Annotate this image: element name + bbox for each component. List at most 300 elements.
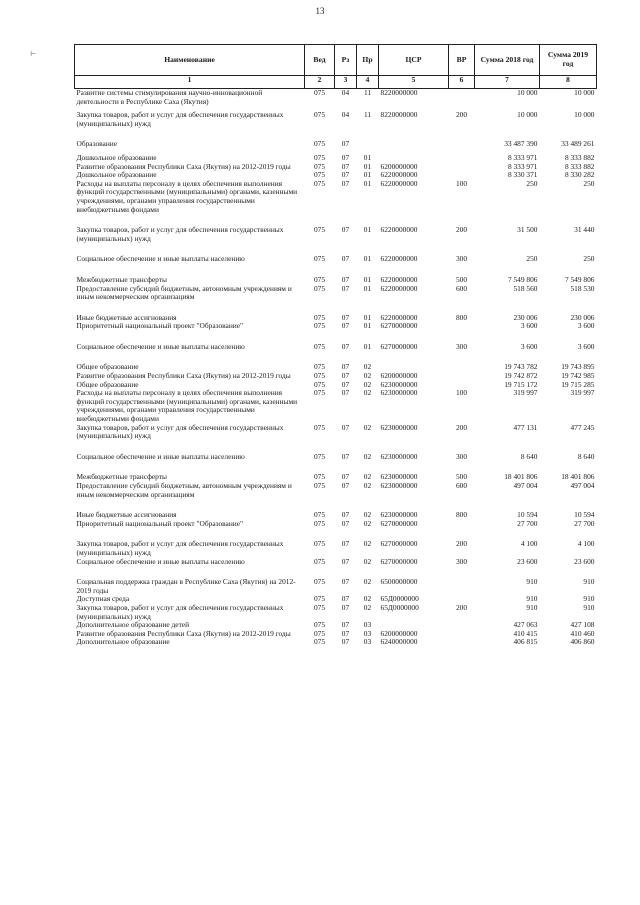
row-sum-2019: 19 715 285 [561,380,595,389]
row-name: Закупка товаров, работ и услуг для обеспечения государственных (муниципальных) нужд [76,423,284,441]
row-sum-2019: 10 000 [574,88,595,97]
row-spacer-cell [75,331,597,343]
row-sum-2018: 250 [526,179,538,188]
row-spacer-cell [75,128,597,140]
row-vr [449,595,475,604]
row-csr: 6220000000 [380,179,418,188]
row-vr [449,140,475,149]
row-csr [379,154,449,163]
row-pr: 03 [363,638,372,647]
row-name: Доступная среда [76,595,130,604]
row-rz: 07 [341,511,350,520]
budget-table [74,44,597,647]
row-pr: 02 [363,578,372,587]
row-spacer [75,243,597,255]
header-vr: ВР [449,45,475,76]
row-pr: 02 [363,423,372,432]
row-sum-2018: 8 330 371 [507,171,538,180]
row-ved: 075 [313,389,326,398]
row-sum-2019: 8 333 882 [564,153,595,162]
table-row [75,473,597,482]
row-vr: 500 [455,275,468,284]
row-sum-2019: 3 600 [577,342,595,351]
table-row [75,163,597,172]
row-pr: 01 [363,162,372,171]
row-pr: 02 [363,473,372,482]
row-name: Развитие системы стимулирования научно-инновационной деятельности в Республике Саха (Якутия) [76,88,263,106]
row-pr: 01 [363,255,372,264]
row-name: Социальное обеспечение и иные выплаты населению [76,342,245,351]
row-spacer [75,214,597,226]
row-csr: 6230000000 [380,423,418,432]
row-sum-2019: 910 [583,595,595,604]
row-vr: 600 [455,284,468,293]
table-row [75,578,597,595]
row-pr: 02 [363,372,372,381]
row-sum-2018: 33 487 390 [504,140,538,149]
row-ved: 075 [313,153,326,162]
row-pr: 03 [363,629,372,638]
row-sum-2019: 33 489 261 [561,140,595,149]
row-csr: 6200000000 [380,629,418,638]
row-ved: 075 [313,557,326,566]
table-row [75,372,597,381]
row-ved: 075 [313,171,326,180]
table-row [75,363,597,372]
table-row [75,255,597,264]
row-csr: 6270000000 [380,557,418,566]
row-ved: 075 [313,452,326,461]
column-number: 8 [540,76,597,89]
row-pr: 02 [363,519,372,528]
row-csr: 6230000000 [380,380,418,389]
row-sum-2018: 3 600 [520,342,538,351]
row-rz: 07 [341,557,350,566]
row-pr: 02 [363,452,372,461]
row-sum-2018: 910 [526,603,538,612]
row-spacer [75,566,597,578]
row-csr: 6270000000 [380,322,418,331]
row-name: Иные бюджетные ассигнования [76,313,177,322]
row-vr: 800 [455,511,468,520]
row-pr: 02 [363,482,372,490]
table-row [75,520,597,529]
row-ved: 075 [313,578,326,587]
row-pr: 02 [363,380,372,389]
row-sum-2018: 497 004 [513,482,538,490]
row-ved: 075 [313,603,326,612]
row-name: Развитие образования Республики Саха (Якутия) на 2012-2019 годы [76,372,291,381]
row-vr [449,381,475,390]
row-pr: 11 [363,111,372,120]
row-sum-2018: 10 594 [517,511,538,520]
column-number: 2 [305,76,335,89]
column-number: 7 [475,76,540,89]
row-csr: 6200000000 [380,372,418,381]
table-row [75,171,597,180]
row-sum-2018: 8 333 971 [507,153,538,162]
table-row [75,638,597,647]
row-pr: 02 [363,389,372,398]
table-row [75,558,597,567]
row-sum-2019: 8 333 882 [564,162,595,171]
row-vr: 600 [455,482,468,490]
row-csr: 6230000000 [380,473,418,482]
row-sum-2019: 230 006 [570,313,595,322]
row-rz: 07 [341,171,350,180]
row-spacer-cell [75,243,597,255]
row-vr [449,578,475,595]
row-spacer [75,302,597,314]
row-rz: 07 [341,275,350,284]
row-rz: 07 [341,226,350,235]
table-row [75,604,597,621]
row-sum-2018: 3 600 [520,322,538,331]
row-name: Иные бюджетные ассигнования [76,511,177,520]
row-ved: 075 [313,629,326,638]
row-name: Дополнительное образование [76,638,170,647]
row-pr: 02 [363,363,372,372]
row-ved: 075 [313,473,326,482]
header-name: Наименование [75,45,305,76]
row-sum-2018: 319 997 [513,389,538,398]
table-row [75,595,597,604]
row-csr: 6230000000 [380,389,418,398]
column-number-row [75,76,597,89]
row-sum-2018: 10 000 [517,111,538,120]
row-csr: 6230000000 [380,452,418,461]
row-rz: 07 [341,621,350,630]
row-pr: 02 [363,511,372,520]
row-rz: 07 [341,482,350,490]
row-sum-2018: 27 700 [517,519,538,528]
row-ved: 075 [313,162,326,171]
row-pr: 02 [363,557,372,566]
row-spacer [75,499,597,511]
row-name: Дополнительное образование детей [76,621,190,630]
row-sum-2019: 8 330 282 [564,171,595,180]
row-spacer [75,461,597,473]
row-name: Закупка товаров, работ и услуг для обеспечения государственных (муниципальных) нужд [76,111,284,128]
row-name: Закупка товаров, работ и услуг для обеспечения государственных (муниципальных) нужд [76,540,284,557]
row-pr [357,140,379,149]
row-csr: 6230000000 [380,482,418,490]
row-name: Общее образование [76,363,139,372]
row-sum-2019: 10 000 [574,111,595,120]
row-name: Расходы на выплаты персоналу в целях обеспечения выполнения функций государственными (муниципальными) органами, казенными учреждениями, органами управления государственными внебюджетными фондами [76,179,298,214]
row-name: Дошкольное образование [76,153,157,162]
table-row [75,111,597,128]
row-name: Расходы на выплаты персоналу в целях обеспечения выполнения функций государственными (муниципальными) органами, казенными учреждениями, органами управления государственными внебюджетными фондами [76,389,298,424]
row-vr [449,520,475,529]
row-ved: 075 [313,88,326,97]
row-sum-2019: 518 530 [570,284,595,293]
column-number: 4 [357,76,379,89]
header-csr: ЦСР [379,45,449,76]
row-pr: 01 [363,153,372,162]
row-vr [449,163,475,172]
row-csr: 6500000000 [380,578,418,587]
header-ved: Вед [305,45,335,76]
row-spacer-cell [75,351,597,363]
row-name: Социальное обеспечение и иные выплаты населению [76,255,245,264]
row-vr [449,89,475,107]
row-name: Развитие образования Республики Саха (Якутия) на 2012-2019 годы [76,162,291,171]
table-row [75,140,597,149]
row-ved: 075 [313,540,326,549]
row-name: Социальная поддержка граждан в Республике Саха (Якутия) на 2012-2019 годы [76,578,296,595]
row-vr [449,372,475,381]
row-csr: 6220000000 [380,226,418,235]
row-rz: 07 [341,372,350,381]
row-rz: 07 [341,284,350,293]
table-row [75,389,597,423]
row-spacer-cell [75,528,597,540]
row-csr: 6220000000 [380,171,418,180]
table-row [75,424,597,441]
row-rz: 04 [341,88,350,97]
row-spacer [75,264,597,276]
row-sum-2019: 7 549 806 [564,275,595,284]
header-row [75,45,597,76]
row-sum-2018: 10 000 [517,88,538,97]
row-sum-2018: 8 333 971 [507,162,538,171]
row-sum-2018: 19 742 872 [504,372,538,381]
row-sum-2018: 19 743 782 [504,363,538,372]
row-pr: 01 [363,284,372,293]
row-name: Дошкольное образование [76,171,157,180]
row-vr: 300 [455,255,468,264]
header-pr: Пр [357,45,379,76]
table-row [75,285,597,302]
table-row [75,276,597,285]
row-rz: 07 [341,519,350,528]
row-ved: 075 [313,621,326,630]
row-pr: 02 [363,603,372,612]
row-name: Общее образование [76,380,139,389]
row-vr: 200 [455,111,468,120]
row-rz: 07 [341,363,350,372]
row-vr: 300 [455,452,468,461]
row-pr: 01 [363,342,372,351]
row-sum-2018: 910 [526,595,538,604]
row-sum-2018: 18 401 806 [504,473,538,482]
row-spacer-cell [75,214,597,226]
row-name: Приоритетный национальный проект "Образование" [76,519,244,528]
row-ved: 075 [313,275,326,284]
row-spacer [75,331,597,343]
row-sum-2019: 19 743 895 [561,363,595,372]
row-sum-2019: 410 460 [570,629,595,638]
row-sum-2019: 427 108 [570,621,595,630]
table-row [75,621,597,630]
row-sum-2018: 910 [526,578,538,587]
row-pr: 02 [363,540,372,549]
row-spacer-cell [75,461,597,473]
row-rz: 07 [341,342,350,351]
table-row [75,89,597,107]
row-sum-2019: 27 700 [574,519,595,528]
row-name: Развитие образования Республики Саха (Якутия) на 2012-2019 годы [76,629,291,638]
row-csr: 6220000000 [380,275,418,284]
row-sum-2018: 4 100 [520,540,538,549]
row-vr: 500 [455,473,468,482]
row-pr: 01 [363,275,372,284]
table-row [75,343,597,352]
row-ved: 075 [313,511,326,520]
row-vr: 300 [455,557,468,566]
row-rz: 07 [341,638,350,647]
row-csr: 65Д0000000 [380,603,419,612]
row-vr: 200 [455,226,468,235]
page-number: 13 [315,6,325,16]
row-sum-2019: 23 600 [574,557,595,566]
row-vr: 800 [455,313,468,322]
row-sum-2019: 910 [583,603,595,612]
row-vr [449,621,475,630]
row-rz: 07 [341,140,350,149]
row-sum-2019: 250 [583,255,595,264]
row-csr: 6230000000 [380,511,418,520]
row-name: Предоставление субсидий бюджетным, автономным учреждениям и иным некоммерческим организациям [76,482,292,499]
row-sum-2019: 319 997 [570,389,595,398]
row-rz: 07 [341,162,350,171]
row-rz: 07 [341,540,350,549]
row-ved: 075 [313,482,326,490]
row-csr: 6270000000 [380,342,418,351]
column-number: 1 [75,76,305,89]
row-rz: 07 [341,473,350,482]
row-sum-2019: 4 100 [577,540,595,549]
table-row [75,630,597,639]
row-name: Социальное обеспечение и иные выплаты населению [76,557,245,566]
row-ved: 075 [313,519,326,528]
row-spacer [75,351,597,363]
row-ved: 075 [313,595,326,604]
row-ved: 075 [313,313,326,322]
table-row [75,322,597,331]
row-ved: 075 [313,179,326,188]
header-rz: Рз [335,45,357,76]
row-pr: 01 [363,322,372,331]
row-sum-2018: 477 131 [513,423,538,432]
table-row [75,482,597,499]
row-pr: 01 [363,226,372,235]
row-ved: 075 [313,255,326,264]
row-csr: 65Д0000000 [380,595,419,604]
row-spacer-cell [75,499,597,511]
row-sum-2019: 477 245 [570,423,595,432]
row-pr: 02 [363,595,372,604]
row-sum-2019: 18 401 806 [561,473,595,482]
row-ved: 075 [313,380,326,389]
row-csr [379,621,449,630]
row-vr: 300 [455,342,468,351]
row-sum-2019: 910 [583,578,595,587]
row-spacer-cell [75,441,597,453]
row-pr: 01 [363,313,372,322]
row-rz: 07 [341,153,350,162]
row-vr [449,154,475,163]
row-name: Образование [76,140,118,149]
row-pr: 11 [363,88,372,97]
row-name: Приоритетный национальный проект "Образование" [76,322,244,331]
row-vr [449,630,475,639]
row-csr: 6220000000 [380,284,418,293]
row-sum-2018: 406 815 [513,638,538,647]
row-sum-2018: 19 715 172 [504,380,538,389]
row-rz: 07 [341,603,350,612]
row-vr: 100 [455,389,468,398]
row-rz: 07 [341,179,350,188]
table-row [75,511,597,520]
table-row [75,453,597,462]
row-rz: 07 [341,322,350,331]
row-spacer [75,128,597,140]
row-vr: 200 [455,603,468,612]
row-csr: 6270000000 [380,519,418,528]
row-csr: 8220000000 [380,111,418,120]
row-sum-2019: 250 [583,179,595,188]
table-row [75,154,597,163]
row-rz: 07 [341,313,350,322]
header-sum-2018: Сумма 2018 год [475,45,540,76]
row-sum-2018: 518 560 [513,284,538,293]
row-name: Межбюджетные трансферты [76,473,167,482]
row-vr: 200 [455,540,468,549]
row-csr: 6240000000 [380,638,418,647]
column-number: 5 [379,76,449,89]
column-number: 3 [335,76,357,89]
row-csr [379,140,449,149]
row-sum-2018: 23 600 [517,557,538,566]
row-ved: 075 [313,111,326,120]
column-number: 6 [449,76,475,89]
row-rz: 07 [341,380,350,389]
table-row [75,314,597,323]
row-sum-2019: 19 742 985 [561,372,595,381]
row-ved: 075 [313,638,326,647]
table-row [75,226,597,243]
row-vr [449,171,475,180]
row-sum-2018: 410 415 [513,629,538,638]
row-sum-2018: 427 063 [513,621,538,630]
row-rz: 04 [341,111,350,120]
row-rz: 07 [341,423,350,432]
row-vr: 100 [455,179,468,188]
row-ved: 075 [313,226,326,235]
row-rz: 07 [341,595,350,604]
row-csr: 6200000000 [380,162,418,171]
row-vr: 200 [455,423,468,432]
row-ved: 075 [313,322,326,331]
row-vr [449,363,475,372]
row-sum-2019: 8 640 [577,452,595,461]
table-row [75,540,597,557]
row-spacer [75,441,597,453]
row-name: Предоставление субсидий бюджетным, автономным учреждениям и иным некоммерческим организациям [76,284,292,302]
row-name: Закупка товаров, работ и услуг для обеспечения государственных (муниципальных) нужд [76,226,284,243]
row-sum-2019: 3 600 [577,322,595,331]
row-spacer-cell [75,302,597,314]
row-rz: 07 [341,452,350,461]
row-spacer-cell [75,566,597,578]
row-ved: 075 [313,363,326,372]
table-row [75,180,597,214]
row-rz: 07 [341,255,350,264]
row-ved: 075 [313,423,326,432]
row-sum-2019: 10 594 [574,511,595,520]
